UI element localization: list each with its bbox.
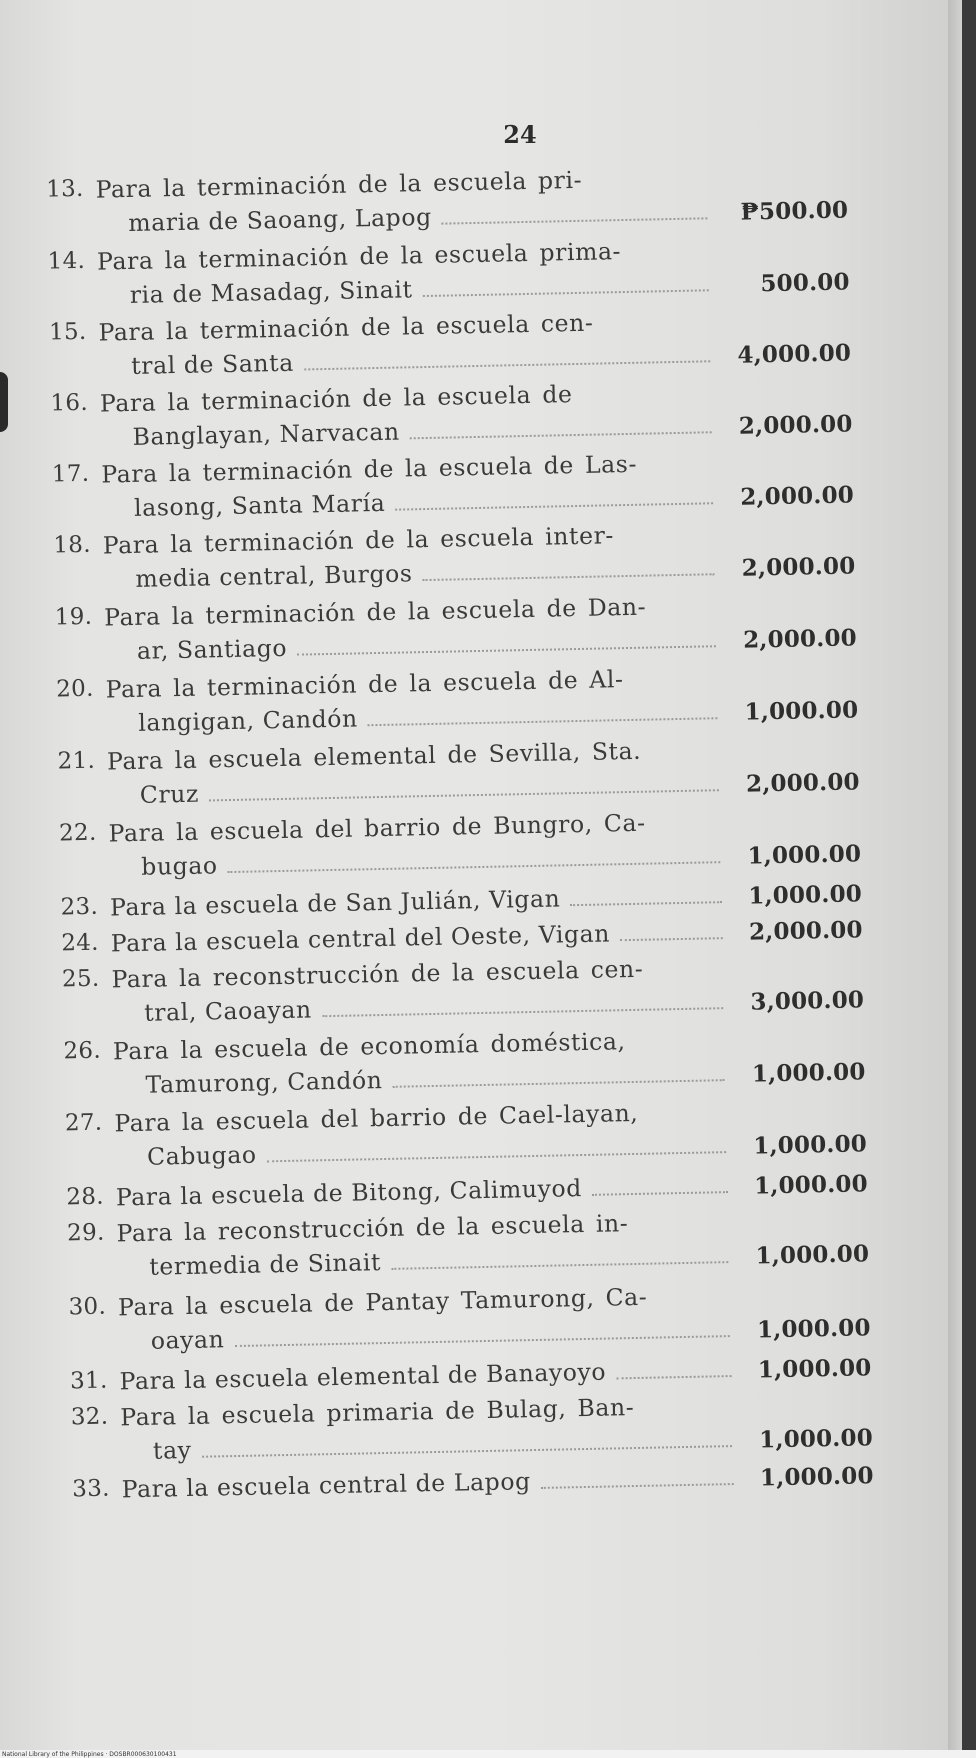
item-number: 21.	[57, 747, 96, 775]
item-description	[116, 1171, 728, 1211]
item-description: Para la terminación de la escuela cen-	[98, 308, 594, 347]
item-number: 24.	[61, 929, 100, 957]
dot-leader	[395, 484, 714, 510]
list-item	[0, 158, 947, 237]
item-amount: 1,000.00	[748, 880, 863, 910]
item-description: Para la escuela del barrio de Cael-layan,	[114, 1098, 639, 1138]
item-number: 17.	[51, 460, 90, 488]
item-description-continued	[147, 1131, 727, 1171]
item-amount: 1,000.00	[757, 1354, 872, 1384]
item-description-continued	[145, 1059, 725, 1099]
item-description: Para la escuela elemental de Sevilla, Sta.	[106, 736, 642, 776]
item-amount: 2,000.00	[741, 552, 856, 582]
item-description-text: ar, Santiago	[136, 633, 288, 665]
item-description-text: Para la escuela de San Julián, Vigan	[109, 884, 561, 922]
item-amount: 1,000.00	[753, 1130, 868, 1160]
item-number: 16.	[50, 389, 89, 417]
item-description-continued	[144, 987, 724, 1027]
item-amount: 1,000.00	[759, 1462, 874, 1492]
item-amount: ₱500.00	[740, 196, 849, 226]
item-number: 33.	[72, 1475, 111, 1503]
item-description-text: maria de Saoang, Lapog	[128, 202, 432, 237]
item-description-text: Banglayan, Narvacan	[132, 417, 401, 451]
item-description: Para la terminación de la escuela de Dan-	[103, 592, 647, 632]
dot-leader	[616, 1357, 731, 1379]
item-number: 14.	[47, 247, 86, 275]
dot-leader	[297, 627, 717, 655]
item-description: Para la terminación de la escuela pri-	[95, 165, 583, 204]
item-description: Para la terminación de la escuela de Al-	[105, 665, 624, 704]
dot-leader	[422, 271, 709, 297]
item-description-text: Para la escuela central del Oeste, Vigan	[110, 919, 611, 958]
item-amount: 3,000.00	[750, 986, 865, 1016]
binding-tab	[0, 372, 8, 432]
item-amount: 500.00	[760, 268, 850, 298]
item-description-text: Para la escuela central de Lapog	[121, 1467, 531, 1504]
dot-leader	[410, 413, 713, 439]
item-amount: 1,000.00	[751, 1058, 866, 1088]
item-amount: 2,000.00	[742, 624, 858, 654]
item-description: Para la reconstrucción de la escuela in-	[116, 1209, 629, 1248]
item-description-text: Para la escuela elemental de Banayoyo	[119, 1357, 607, 1396]
item-description: Para la reconstrucción de la escuela cen-	[111, 954, 644, 994]
item-number: 30.	[68, 1293, 107, 1321]
item-description: Para la escuela de economía doméstica,	[112, 1027, 626, 1066]
footer-text: National Library of the Philippines · DOSBR000630100431	[2, 1751, 177, 1758]
item-number: 31.	[69, 1367, 108, 1395]
dot-leader	[441, 199, 707, 224]
item-description-text: Cabugao	[146, 1140, 257, 1171]
item-description: Para la escuela primaria de Bulag, Ban-	[120, 1393, 635, 1432]
item-number: 19.	[54, 603, 93, 631]
dot-leader	[422, 555, 715, 581]
item-number: 15.	[48, 318, 87, 346]
item-description-continued	[131, 340, 711, 380]
item-amount: 2,000.00	[748, 916, 863, 946]
item-description-continued	[132, 411, 712, 451]
item-description-continued	[138, 697, 718, 737]
item-description	[119, 1355, 731, 1395]
item-description-continued	[137, 625, 717, 665]
item-amount: 2,000.00	[740, 481, 855, 511]
dot-leader	[570, 883, 722, 906]
item-description-continued	[149, 1241, 729, 1281]
item-amount: 1,000.00	[753, 1170, 869, 1200]
item-description-continued	[130, 269, 710, 309]
item-description: Para la escuela de Pantay Tamurong, Ca-	[117, 1282, 648, 1322]
item-number: 32.	[70, 1403, 109, 1431]
item-number: 23.	[60, 893, 99, 921]
dot-leader	[227, 843, 720, 873]
item-amount: 1,000.00	[747, 840, 862, 870]
dot-leader	[392, 1061, 725, 1088]
item-description-text: oayan	[150, 1325, 225, 1355]
page-edge	[948, 0, 962, 1758]
item-description: Para la terminación de la escuela inter-	[102, 521, 615, 560]
page-number: 24	[503, 120, 537, 149]
dot-leader	[266, 1133, 726, 1162]
item-description-continued	[135, 553, 715, 593]
item-description-text: ria de Masadag, Sinait	[129, 275, 413, 309]
item-description	[110, 881, 722, 921]
dot-leader	[592, 1173, 728, 1196]
item-description-text: langigan, Candón	[138, 704, 359, 737]
dot-leader	[234, 1317, 730, 1347]
item-description	[111, 917, 723, 957]
dot-leader	[201, 1427, 732, 1458]
item-description-continued	[134, 482, 714, 522]
item-number: 26.	[63, 1037, 102, 1065]
item-description-text: media central, Burgos	[135, 559, 413, 593]
item-description-text: tral de Santa	[130, 348, 295, 380]
item-description-continued	[140, 769, 720, 809]
item-description-continued	[153, 1425, 733, 1465]
dot-leader	[304, 342, 711, 370]
item-description-text: Para la escuela de Bitong, Calimuyod	[115, 1174, 583, 1212]
item-description: Para la terminación de la escuela prima-	[96, 237, 622, 276]
item-number: 27.	[64, 1109, 103, 1137]
item-number: 13.	[45, 175, 84, 203]
item-number: 25.	[61, 965, 100, 993]
item-description: Para la terminación de la escuela de Las-	[101, 449, 638, 489]
item-number: 22.	[58, 819, 97, 847]
item-number: 18.	[53, 531, 92, 559]
dot-leader	[368, 699, 718, 726]
item-description	[121, 1463, 733, 1503]
item-description-text: tral, Caoayan	[143, 995, 312, 1027]
item-amount: 1,000.00	[758, 1424, 874, 1454]
item-number: 29.	[66, 1219, 105, 1247]
item-description: Para la escuela del barrio de Bungro, Ca-	[108, 808, 646, 848]
item-amount: 4,000.00	[737, 339, 852, 369]
item-description-text: Cruz	[139, 779, 200, 809]
item-description-text: tay	[152, 1435, 192, 1465]
dot-leader	[540, 1465, 733, 1489]
item-number: 20.	[55, 675, 94, 703]
item-amount: 1,000.00	[744, 696, 859, 726]
dot-leader	[209, 771, 720, 801]
dot-leader	[620, 919, 723, 941]
item-description-text: lasong, Santa María	[133, 488, 386, 522]
item-description-continued	[151, 1315, 731, 1355]
item-description-continued	[141, 841, 721, 881]
item-description-text: termedia de Sinait	[149, 1248, 382, 1281]
dot-leader	[391, 1243, 729, 1270]
item-amount: 2,000.00	[745, 768, 860, 798]
footer-strip	[0, 1750, 976, 1758]
item-amount: 1,000.00	[756, 1314, 871, 1344]
item-description-text: Tamurong, Candón	[145, 1066, 383, 1099]
item-amount: 1,000.00	[755, 1240, 870, 1270]
item-amount: 2,000.00	[738, 410, 853, 440]
dot-leader	[321, 989, 723, 1017]
item-description-continued	[128, 197, 708, 237]
item-description-text: bugao	[140, 851, 218, 881]
item-number: 28.	[66, 1183, 105, 1211]
item-description: Para la terminación de la escuela de	[99, 380, 573, 418]
